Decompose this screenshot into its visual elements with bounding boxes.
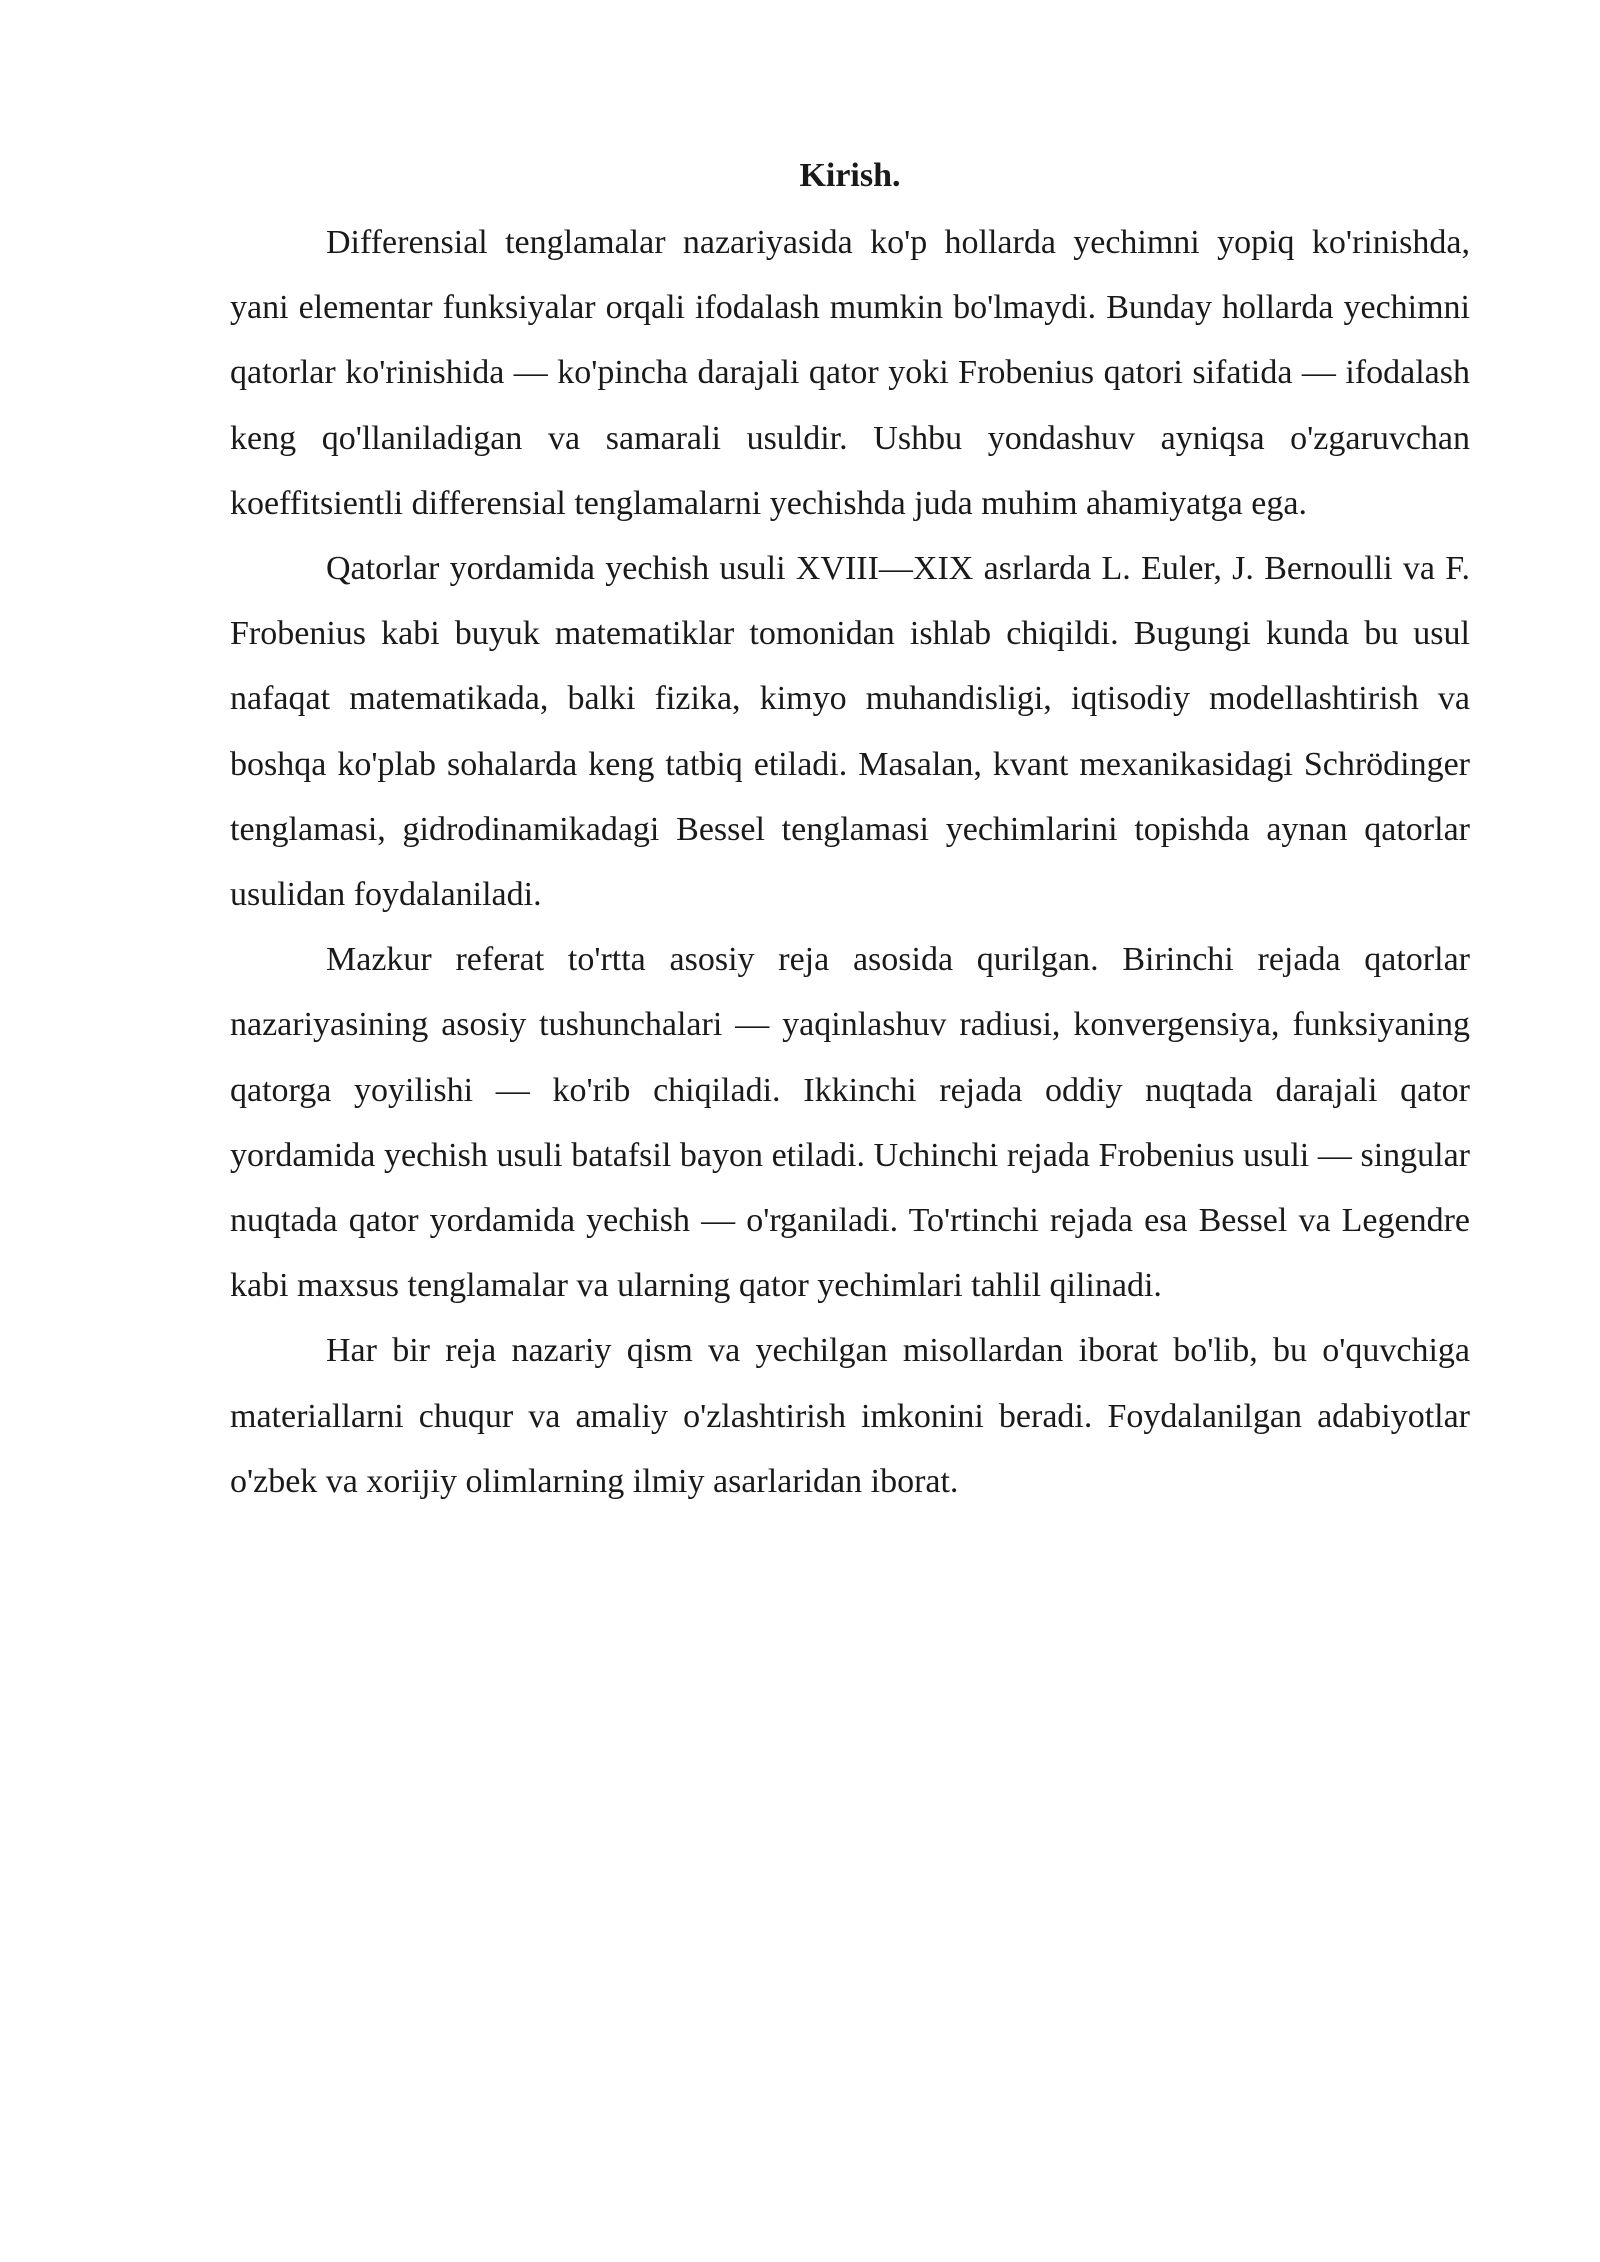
document-body [230, 150, 1470, 1514]
paragraph-structure: Mazkur referat to'rtta asosiy reja asosida qurilgan. Birinchi rejada qatorlar nazariyasining asosiy tushunchalari — yaqinlashuv radiusi, konvergensiya, funksiyaning qatorga yoyilishi — ko'rib chiqiladi. Ikkinchi rejada oddiy nuqtada darajali qator yordamida yechish usuli batafsil bayon etiladi. Uchinchi rejada Frobenius usuli — singular nuqtada qator yordamida yechish — o'rganiladi. To'rtinchi rejada esa Bessel va Legendre kabi maxsus tenglamalar va ularning qator yechimlari tahlil qilinadi. [230, 941, 1470, 1305]
section-title: Kirish. [799, 157, 901, 194]
paragraph-intro: Differensial tenglamalar nazariyasida ko'p hollarda yechimni yopiq ko'rinishda, yani elementar funksiyalar orqali ifodalash mumkin bo'lmaydi. Bunday hollarda yechimni qatorlar ko'rinishida — ko'pincha darajali qator yoki Frobenius qatori sifatida — ifodalash keng qo'llaniladigan va samarali usuldir. Ushbu yondashuv ayniqsa o'zgaruvchan koeffitsientli differensial tenglamalarni yechishda juda muhim ahamiyatga ega. [230, 224, 1470, 522]
paragraph-conclusion: Har bir reja nazariy qism va yechilgan misollardan iborat bo'lib, bu o'quvchiga materiallarni chuqur va amaliy o'zlashtirish imkonini beradi. Foydalanilgan adabiyotlar o'zbek va xorijiy olimlarning ilmiy asarlaridan iborat. [230, 1332, 1470, 1500]
paragraph-history: Qatorlar yordamida yechish usuli XVIII—XIX asrlarda L. Euler, J. Bernoulli va F. Frobenius kabi buyuk matematiklar tomonidan ishlab chiqildi. Bugungi kunda bu usul nafaqat matematikada, balki fizika, kimyo muhandisligi, iqtisodiy modellashtirish va boshqa ko'plab sohalarda keng tatbiq etiladi. Masalan, kvant mexanikasidagi Schrödinger tenglamasi, gidrodinamikadagi Bessel tenglamasi yechimlarini topishda aynan qatorlar usulidan foydalaniladi. [230, 550, 1470, 914]
